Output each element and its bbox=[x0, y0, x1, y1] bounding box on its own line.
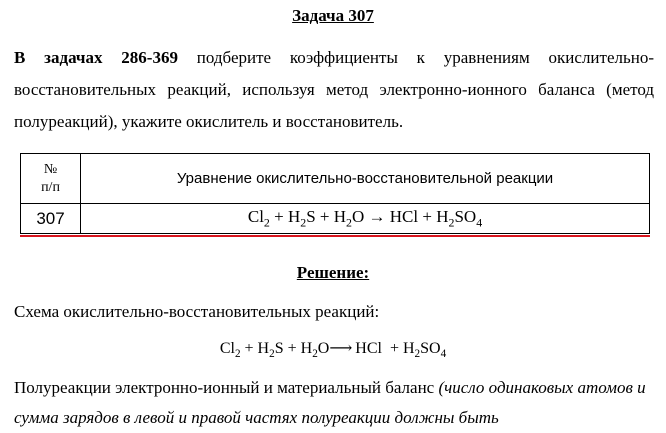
table-header-row bbox=[21, 154, 650, 204]
reaction-table bbox=[20, 153, 650, 234]
arrow-icon: ⟶ bbox=[329, 340, 352, 357]
scheme-equation: $Cl_2 + H_2S$ + $H_2O⟶$ HCl + $H_2SO_4$ bbox=[219, 340, 447, 361]
scheme-label: Схема окислительно-восстановительных реакций: bbox=[14, 302, 380, 321]
equation-header: Уравнение окислительно-восстановительной реакции bbox=[81, 154, 650, 204]
solution-title: Решение: bbox=[296, 263, 370, 282]
task-title: Задача 307 bbox=[292, 6, 374, 25]
task-range: В задачах 286-369 bbox=[14, 48, 178, 67]
table-row bbox=[21, 204, 650, 234]
reaction-equation: $Cl_2 + H_2S + H_2O$ → HCl + $H_2SO_4$ bbox=[81, 204, 650, 234]
task-description bbox=[14, 42, 654, 138]
row-number: 307 bbox=[21, 204, 81, 234]
red-underline bbox=[20, 235, 650, 237]
number-header: № п/п bbox=[21, 154, 81, 204]
task-text: подберите коэффициенты к уравнениям окислительно-восстановительных реакций, используя метод электронно-ионного баланса (метод полуреакций), укажите окислитель и восстановитель. bbox=[14, 48, 654, 131]
half-reactions-text: Полуреакции электронно-ионный и материальный баланс (число одинаковых атомов и сумма зарядов в левой и правой частях полуреакции должны быть bbox=[14, 378, 646, 427]
